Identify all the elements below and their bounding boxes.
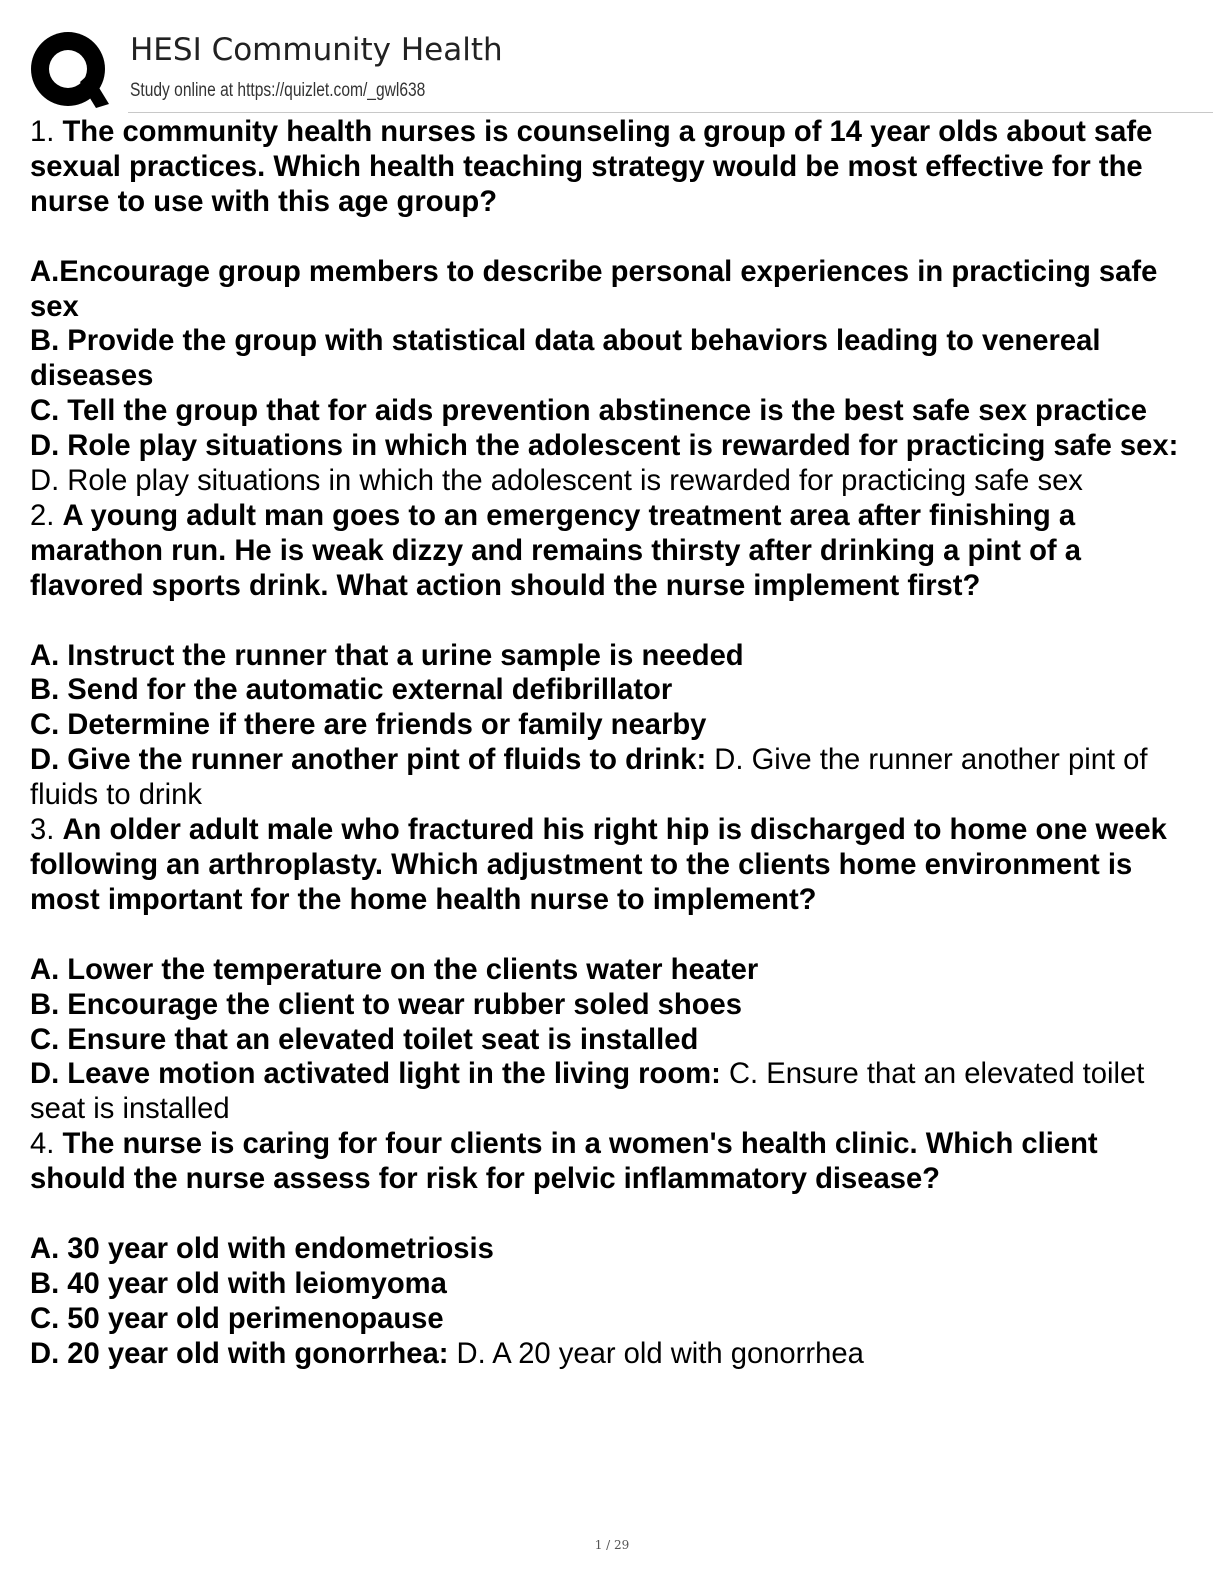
option-d: D. Give the runner another pint of fluids to drink: (30, 744, 707, 777)
question-number: 3. (30, 814, 55, 847)
question-number: 1. (30, 116, 55, 148)
question-block-4 (30, 1127, 1190, 1371)
spacer (30, 1197, 1190, 1232)
option-a: A.Encourage group members to describe personal experiences in practicing safe sex (30, 255, 1158, 323)
option-d-with-answer (30, 1337, 1190, 1372)
question-block-1 (30, 115, 1190, 499)
study-online-link[interactable]: Study online at https://quizlet.com/_gwl638 (130, 80, 426, 101)
page-number: 1 / 29 (594, 1538, 630, 1552)
spacer (30, 220, 1190, 255)
option-d: D. 20 year old with gonorrhea: (30, 1337, 449, 1370)
option-d-with-answer (30, 743, 1190, 813)
question-block-2 (30, 499, 1190, 813)
header-divider (128, 112, 1213, 113)
document-title: HESI Community Health (130, 32, 503, 68)
question-number: 4. (30, 1128, 55, 1161)
question-stem: An older adult male who fractured his right hip is discharged to home one week following an arthroplasty. Which adjustment to the clients home environment is most important for the home health nurse to implement? (30, 814, 1167, 916)
question-block-3 (30, 813, 1190, 1127)
spacer (30, 918, 1190, 953)
option-c: C. Tell the group that for aids prevention abstinence is the best safe sex practice (30, 395, 1147, 428)
question-stem: The community health nurses is counseling a group of 14 year olds about safe sexual practices. Which health teaching strategy would be most effective for the nurse to use with this age group? (30, 116, 1153, 218)
option-a: A. 30 year old with endometriosis (30, 1232, 494, 1265)
spacer (30, 604, 1190, 639)
question-text (30, 115, 1190, 220)
option-b: B. Send for the automatic external defibrillator (30, 674, 673, 707)
question-text (30, 813, 1190, 918)
option-c: C. Determine if there are friends or family nearby (30, 709, 707, 742)
option-d-with-answer (30, 1057, 1190, 1127)
option-d-with-answer (30, 429, 1190, 499)
answer-text: D. Give the runner another pint of fluids to drink (30, 744, 1148, 812)
answer-text: C. Ensure that an elevated toilet seat is installed (30, 1058, 1145, 1126)
question-stem: A young adult man goes to an emergency treatment area after finishing a marathon run. He is weak dizzy and remains thirsty after drinking a pint of a flavored sports drink. What action should the nurse implement first? (30, 499, 1081, 602)
quizlet-logo-icon (30, 32, 110, 108)
option-b: B. Encourage the client to wear rubber soled shoes (30, 988, 743, 1021)
questions-list (30, 115, 1190, 1372)
option-d: D. Leave motion activated light in the living room: (30, 1058, 721, 1091)
option-a: A. Instruct the runner that a urine sample is needed (30, 639, 744, 672)
question-number: 2. (30, 499, 55, 532)
question-stem: The nurse is caring for four clients in a women's health clinic. Which client should the nurse assess for risk for pelvic inflammatory disease? (30, 1128, 1098, 1196)
option-b: B. 40 year old with leiomyoma (30, 1267, 447, 1300)
option-c: C. 50 year old perimenopause (30, 1302, 444, 1335)
answer-text: D. A 20 year old with gonorrhea (456, 1337, 864, 1370)
option-d: D. Role play situations in which the adolescent is rewarded for practicing safe sex: (30, 430, 1179, 463)
answer-text: D. Role play situations in which the adolescent is rewarded for practicing safe sex (30, 465, 1083, 498)
option-a: A. Lower the temperature on the clients water heater (30, 953, 759, 986)
question-text (30, 1127, 1190, 1197)
option-c: C. Ensure that an elevated toilet seat is installed (30, 1023, 699, 1056)
page-header (30, 30, 1190, 112)
question-text (30, 499, 1190, 604)
option-b: B. Provide the group with statistical data about behaviors leading to venereal diseases (30, 325, 1101, 393)
